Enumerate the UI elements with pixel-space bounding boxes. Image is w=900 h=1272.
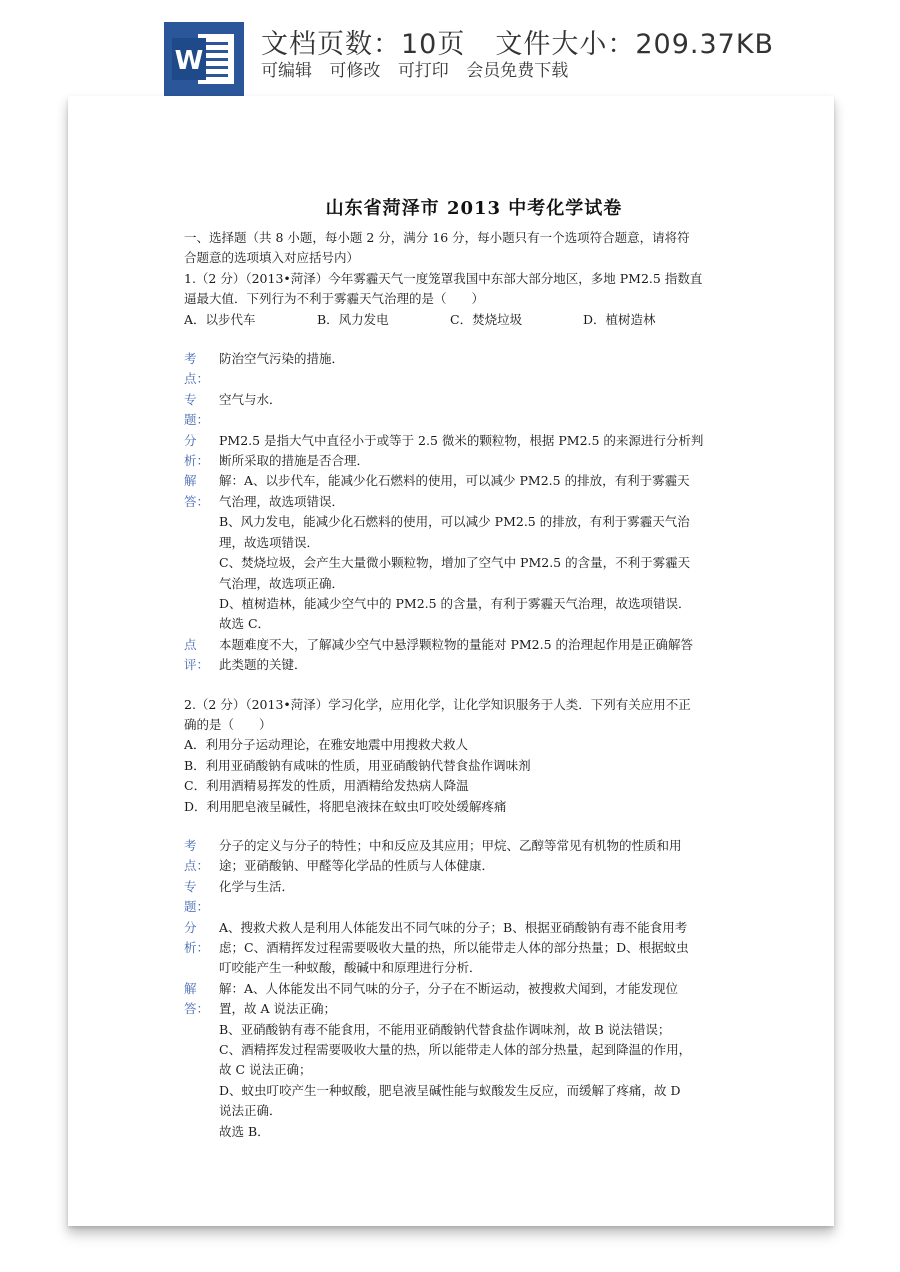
kaodian-text: 途；亚硝酸钠、甲醛等化学品的性质与人体健康． — [219, 858, 495, 874]
jieda-tag: 解答： — [184, 980, 210, 1017]
kaodian-tag: 考点： — [184, 351, 210, 387]
dianping-text: 此类题的关键． — [219, 657, 307, 673]
option-a: A．以步代车 — [184, 311, 256, 327]
jieda-text: D、植树造林，能减少空气中的 PM2.5 的含量，有利于雾霾天气治理，故选项错误． — [219, 595, 691, 611]
page-count: 文档页数：10页 — [261, 29, 466, 60]
question-stem: 2.（2 分）（2013•菏泽）学习化学，应用化学，让化学知识服务于人类．下列有关应用不正 — [184, 696, 691, 712]
zhuanti-text: 空气与水． — [219, 391, 282, 407]
fenxi-text: PM2.5 是指大气中直径小于或等于 2.5 微米的颗粒物，根据 PM2.5 的来源进行分析判 — [219, 432, 704, 448]
section-intro-line: 合题意的选项填入对应括号内） — [184, 250, 360, 266]
question-stem: 逼最大值．下列行为不利于雾霾天气治理的是（ ） — [184, 291, 485, 307]
dianping-section — [184, 635, 724, 676]
jieda-text: 解：A、人体能发出不同气味的分子，分子在不断运动，被搜救犬闻到，才能发现位 — [219, 980, 679, 996]
jieda-text: 故选 C． — [219, 616, 271, 632]
document-page — [68, 96, 834, 1226]
feature-printable: 可打印 — [397, 61, 449, 81]
jieda-text: C、酒精挥发过程需要吸收大量的热，所以能带走人体的部分热量，起到降温的作用， — [219, 1042, 692, 1058]
question-stem: 确的是（ ） — [184, 716, 272, 732]
fenxi-text: 断所采取的措施是否合理． — [219, 453, 370, 469]
option-d: D．植树造林 — [583, 311, 656, 327]
question-options — [184, 310, 724, 330]
jieda-text: 故选 B． — [219, 1123, 270, 1139]
zhuanti-tag: 专题： — [184, 391, 210, 428]
exam-title: 山东省菏泽市 2013 中考化学试卷 — [325, 198, 623, 219]
jieda-text: C、焚烧垃圾，会产生大量微小颗粒物，增加了空气中 PM2.5 的含量，不利于雾霾天 — [219, 555, 691, 571]
kaodian-text: 防治空气污染的措施． — [219, 351, 345, 367]
kaodian-tag: 考点： — [184, 837, 210, 874]
word-document-icon — [164, 22, 244, 96]
jieda-text: 说法正确． — [219, 1103, 282, 1119]
jieda-text: 置，故 A 说法正确； — [219, 1001, 336, 1017]
zhuanti-section — [184, 390, 724, 431]
jieda-tag: 解答： — [184, 473, 210, 509]
svg-text:W: W — [174, 46, 204, 76]
option-c: C．利用酒精易挥发的性质，用酒精给发热病人降温 — [184, 778, 469, 794]
jieda-text: D、蚊虫叮咬产生一种蚁酸，肥皂液呈碱性能与蚁酸发生反应，而缓解了疼痛，故 D — [219, 1082, 681, 1098]
feature-modifiable: 可修改 — [329, 61, 381, 81]
question-stem: 1.（2 分）（2013•菏泽）今年雾霾天气一度笼罩我国中东部大部分地区，多地 PM2.5 指数直 — [184, 270, 703, 286]
zhuanti-text: 化学与生活． — [219, 878, 295, 894]
fenxi-text: A、搜救犬救人是利用人体能发出不同气味的分子；B、根据亚硝酸钠有毒不能食用考 — [219, 919, 688, 935]
zhuanti-section — [184, 877, 724, 918]
jieda-text: B、风力发电，能减少化石燃料的使用，可以减少 PM2.5 的排放，有利于雾霾天气治 — [219, 514, 690, 530]
feature-list — [261, 56, 576, 81]
jieda-text: 理，故选项错误． — [219, 534, 320, 550]
fenxi-text: 虑；C、酒精挥发过程需要吸收大量的热，所以能带走人体的部分热量；D、根据蚊虫 — [219, 940, 689, 955]
fenxi-tag: 分析： — [184, 432, 210, 469]
option-b: B．利用亚硝酸钠有咸味的性质，用亚硝酸钠代替食盐作调味剂 — [184, 757, 531, 773]
jieda-text: 气治理，故选项正确． — [219, 575, 345, 591]
option-a: A．利用分子运动理论，在雅安地震中用搜救犬救人 — [184, 737, 469, 753]
option-c: C．焚烧垃圾 — [450, 311, 523, 327]
option-b: B．风力发电 — [317, 311, 389, 327]
jieda-text: B、亚硝酸钠有毒不能食用，不能用亚硝酸钠代替食盐作调味剂，故 B 说法错误； — [219, 1021, 671, 1037]
file-size: 文件大小：209.37KB — [495, 29, 775, 60]
feature-member-download: 会员免费下载 — [466, 61, 569, 81]
fenxi-text: 叮咬能产生一种蚁酸，酸碱中和原理进行分析． — [219, 960, 482, 976]
kaodian-section — [184, 349, 724, 390]
download-banner — [0, 0, 900, 100]
fenxi-section — [184, 918, 724, 979]
fenxi-section — [184, 431, 724, 472]
jieda-text: 故 C 说法正确； — [219, 1062, 312, 1078]
zhuanti-tag: 专题： — [184, 878, 210, 915]
kaodian-text: 分子的定义与分子的特性；中和反应及其应用；甲烷、乙醇等常见有机物的性质和用 — [219, 837, 682, 853]
jieda-text: 气治理，故选项错误． — [219, 493, 345, 509]
jieda-section — [184, 979, 724, 1142]
page-content — [184, 194, 724, 1142]
dianping-text: 本题难度不大，了解减少空气中悬浮颗粒物的量能对 PM2.5 的治理起作用是正确解答 — [219, 636, 694, 652]
jieda-text: 解：A、以步代车，能减少化石燃料的使用，可以减少 PM2.5 的排放，有利于雾霾天 — [219, 473, 690, 489]
dianping-tag: 点评： — [184, 636, 210, 673]
fenxi-tag: 分析： — [184, 919, 210, 955]
section-intro-line: 一、选择题（共 8 小题，每小题 2 分，满分 16 分，每小题只有一个选项符合题意，请将符 — [184, 230, 690, 245]
kaodian-section — [184, 836, 724, 877]
jieda-section — [184, 471, 724, 634]
option-d: D．利用肥皂液呈碱性，将肥皂液抹在蚊虫叮咬处缓解疼痛 — [184, 798, 507, 814]
feature-editable: 可编辑 — [261, 61, 312, 81]
